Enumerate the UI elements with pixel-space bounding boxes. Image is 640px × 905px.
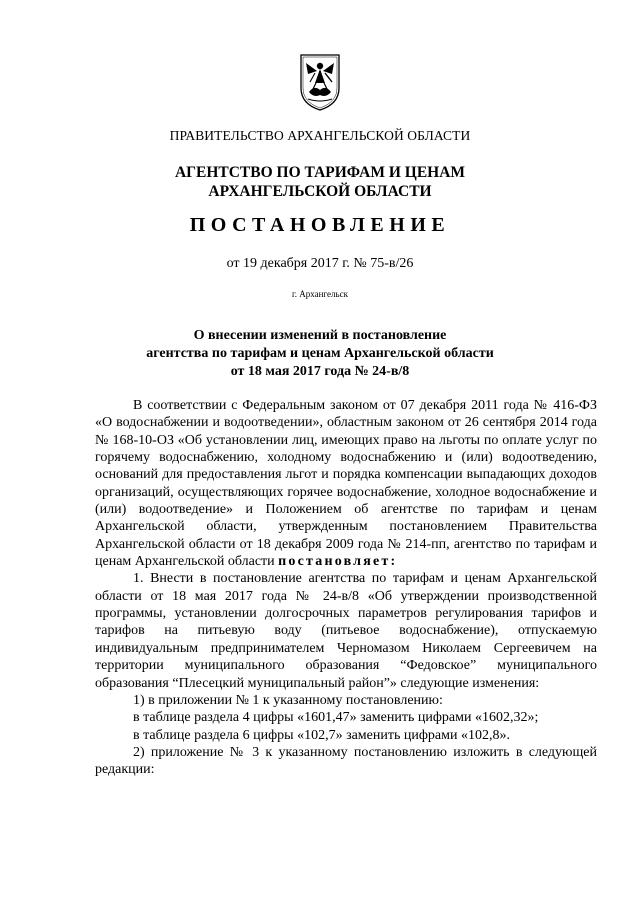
decides-word: постановляет: (278, 554, 398, 570)
document-subject (0, 327, 640, 381)
subject-line2: агентства по тарифам и ценам Архангельской области (146, 346, 494, 361)
document-city: г. Архангельск (292, 289, 348, 299)
government-name: ПРАВИТЕЛЬСТВО АРХАНГЕЛЬСКОЙ ОБЛАСТИ (169, 128, 471, 143)
agency-name (0, 163, 640, 201)
item-1-1a-paragraph: в таблице раздела 4 цифры «1601,47» заменить цифрами «1602,32»; (133, 710, 539, 726)
subject-line1: О внесении изменений в постановление (193, 328, 447, 343)
document-date-number: от 19 декабря 2017 г. № 75-в/26 (226, 256, 414, 271)
item-1-2-paragraph: 2) приложение № 3 к указанному постановлению изложить в следующей редакции: (95, 744, 597, 778)
subject-line3: от 18 мая 2017 года № 24-в/8 (230, 364, 410, 379)
item-1-paragraph: 1. Внести в постановление агентства по тарифам и ценам Архангельской области от 18 мая 2017 года № 24-в/8 «Об утверждении производственной программы, установлении долгосрочных параметров регулирования тарифов и тарифов на питьевую воду (питьевое водоснабжение), отпускаемую индивидуальным предпринимателем Черномазом Николаем Сергеевичем на территории муниципального образования “Федовское” муниципального образования “Плесецкий муниципальный район”» следующие изменения: (95, 571, 597, 691)
agency-name-line1: АГЕНТСТВО ПО ТАРИФАМ И ЦЕНАМ (174, 164, 466, 181)
preamble-paragraph (95, 397, 597, 570)
coat-of-arms-icon (298, 52, 342, 112)
item-1-1b-paragraph: в таблице раздела 6 цифры «102,7» заменить цифрами «102,8». (133, 727, 510, 743)
agency-name-line2: АРХАНГЕЛЬСКОЙ ОБЛАСТИ (208, 183, 432, 200)
item-1-1-paragraph: 1) в приложении № 1 к указанному постановлению: (133, 692, 443, 708)
document-type: ПОСТАНОВЛЕНИЕ (189, 214, 451, 236)
preamble-text: В соответствии с Федеральным законом от 07 декабря 2011 года № 416-ФЗ «О водоснабжении и водоотведении», областным законом от 26 сентября 2014 года № 168-10-ОЗ «Об установлении лиц, имеющих право на льготы по оплате услуг по горячему водоснабжению, холодному водоснабжению и (или) водоотведению, оснований для предоставления льгот и порядка компенсации выпадающих доходов организаций, осуществляющих горячее водоснабжение, холодное водоснабжение и (или) водоотведение» и Положением об агентстве по тарифам и ценам Архангельской области, утвержденным постановлением Правительства Архангельской области от 18 декабря 2009 года № 214-пп, агентство по тарифам и ценам Архангельской области (95, 398, 597, 570)
document-body (95, 397, 597, 779)
